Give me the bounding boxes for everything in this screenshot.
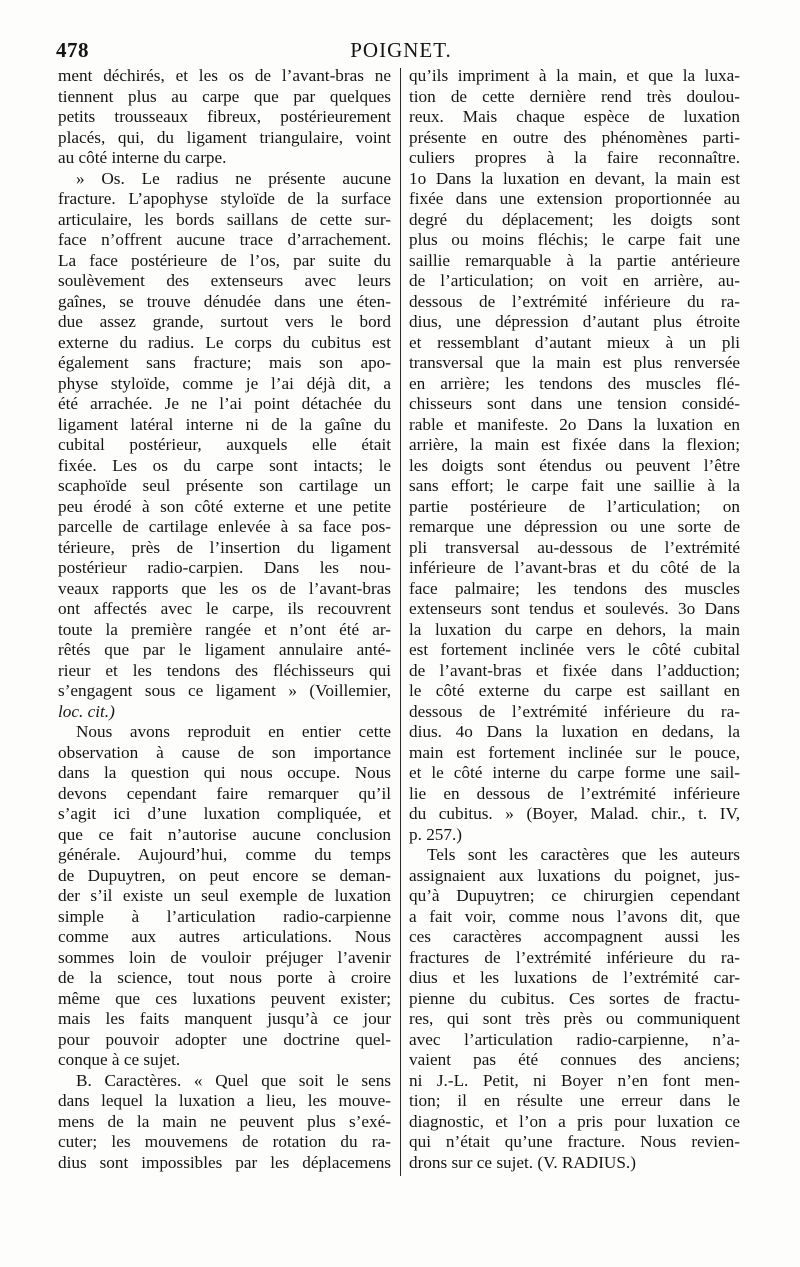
text-line: de l’avant-bras et fixée dans l’adduction; bbox=[409, 660, 740, 680]
text-line: pienne du cubitus. Ces sortes de fractu- bbox=[409, 988, 740, 1008]
text-line: été arrachée. Je ne l’ai point détachée du bbox=[58, 394, 391, 413]
text-line: fractures de l’extrémité inférieure du ra- bbox=[409, 947, 740, 967]
text-line: fixée dans une extension proportionnée au bbox=[409, 189, 740, 208]
text-line: saillie remarquable à la partie antérieure bbox=[409, 250, 740, 270]
text-line: également sans fracture; mais son apo- bbox=[58, 353, 391, 372]
text-line: face palmaire; les tendons des muscles bbox=[409, 578, 740, 598]
text-line: qu’à Dupuytren; ce chirurgien cependant bbox=[409, 886, 740, 905]
text-line: gaînes, se trouve dénudée dans une éten- bbox=[58, 291, 391, 311]
text-line: le côté externe du carpe est saillant en bbox=[409, 681, 740, 700]
text-line: dans lequel la luxation a lieu, les mouve- bbox=[58, 1091, 391, 1110]
text-line: main est fortement inclinée sur le pouce, bbox=[409, 742, 740, 762]
text-line: s’engagent sous ce ligament » (Voillemier, bbox=[58, 681, 391, 700]
text-line: partie postérieure de l’articulation; on bbox=[409, 496, 740, 516]
text-line: remarque une dépression ou une sorte de bbox=[409, 517, 740, 536]
text-line: simple à l’articulation radio-carpienne bbox=[58, 906, 391, 926]
text-line: extenseurs sont tendus et soulevés. 3o Dans bbox=[409, 599, 740, 618]
text-line: dius et les luxations de l’extrémité car- bbox=[409, 968, 740, 987]
text-line: ni J.-L. Petit, ni Boyer n’en font men- bbox=[409, 1070, 740, 1090]
text-line: mens de la main ne peuvent plus s’exé- bbox=[58, 1111, 391, 1131]
text-line: la luxation du carpe en dehors, la main bbox=[409, 619, 740, 639]
text-line: même que ces luxations peuvent exister; bbox=[58, 988, 391, 1008]
text-line: scaphoïde seul présente son cartilage un bbox=[58, 476, 391, 495]
text-line: de la science, tout nous porte à croire bbox=[58, 968, 391, 987]
text-line: fracture. L’apophyse styloïde de la surface bbox=[58, 189, 391, 208]
column-divider bbox=[400, 68, 401, 1176]
text-line: petits trousseaux fibreux, postérieurement bbox=[58, 107, 391, 126]
text-line: der s’il existe un seul exemple de luxation bbox=[58, 886, 391, 905]
text-line: arrière, la main est fixée dans la flexion; bbox=[409, 435, 740, 454]
text-line: diagnostic, et l’on a pris pour luxation ce bbox=[409, 1111, 740, 1131]
text-line: cuter; les mouvemens de rotation du ra- bbox=[58, 1132, 391, 1151]
text-line: observation à cause de son importance bbox=[58, 742, 391, 762]
text-line: au côté interne du carpe. bbox=[58, 148, 227, 167]
text-line: physe styloïde, comme je l’ai déjà dit, a bbox=[58, 373, 391, 393]
text-line: Tels sont les caractères que les auteurs bbox=[427, 845, 740, 864]
text-line: les doigts sont étendus ou peuvent l’être bbox=[409, 455, 740, 475]
text-line: peu érodé à son côté externe et une petite bbox=[58, 496, 391, 516]
text-line: tiennent plus au carpe que par quelques bbox=[58, 86, 391, 106]
text-line: du cubitus. » (Boyer, Malad. chir., t. IV, bbox=[409, 804, 740, 823]
text-line: térieure, près de l’insertion du ligament bbox=[58, 537, 391, 557]
text-line: drons sur ce sujet. (V. RADIUS.) bbox=[409, 1152, 636, 1172]
text-line: en arrière; les tendons des muscles flé- bbox=[409, 373, 740, 393]
text-line: culiers propres à la faire reconnaître. bbox=[409, 148, 740, 167]
text-line: lie en dessous de l’extrémité inférieure bbox=[409, 783, 740, 803]
text-line: ont affectés avec le carpe, ils recouvrent bbox=[58, 599, 391, 618]
text-line: qui n’était qu’une fracture. Nous revien- bbox=[409, 1132, 740, 1151]
text-line: 1o Dans la luxation en devant, la main est bbox=[409, 168, 740, 188]
text-line: due assez grande, surtout vers le bord bbox=[58, 312, 391, 331]
text-line: conque à ce sujet. bbox=[58, 1050, 181, 1069]
text-line: sommes loin de vouloir préjuger l’avenir bbox=[58, 947, 391, 967]
text-line: dius. 4o Dans la luxation en dedans, la bbox=[409, 722, 740, 741]
page-header bbox=[56, 38, 746, 64]
text-line: cubital postérieur, auxquels elle était bbox=[58, 435, 391, 454]
page-number: 478 bbox=[56, 38, 89, 62]
text-line: rable et manifeste. 2o Dans la luxation en bbox=[409, 414, 740, 434]
text-line: rêtés que par le ligament annulaire anté- bbox=[58, 640, 391, 659]
text-line: soulèvement des extenseurs avec leurs bbox=[58, 271, 391, 290]
text-line: inférieure de l’avant-bras et du côté de la bbox=[409, 558, 740, 577]
text-line: fixée. Les os du carpe sont intacts; le bbox=[58, 455, 391, 475]
running-head: POIGNET. bbox=[350, 38, 452, 62]
text-line: avec l’articulation radio-carpienne, n’a- bbox=[409, 1029, 740, 1049]
text-line: toute la première rangée et n’ont été ar- bbox=[58, 619, 391, 639]
text-line: chisseurs sont dans une tension considé- bbox=[409, 394, 740, 413]
text-line: que ce fait n’autorise aucune conclusion bbox=[58, 824, 391, 844]
text-line: La face postérieure de l’os, par suite du bbox=[58, 250, 391, 270]
text-line: dius sont impossibles par les déplacemens bbox=[58, 1152, 391, 1172]
text-line: p. 257.) bbox=[409, 824, 462, 844]
text-line: et le côté interne du carpe forme une sail- bbox=[409, 763, 740, 782]
text-line: vaient pas été connues des anciens; bbox=[409, 1050, 740, 1069]
right-column bbox=[409, 66, 740, 1173]
text-line: ment déchirés, et les os de l’avant-bras ne bbox=[58, 66, 391, 85]
text-line: de l’articulation; on voit en arrière, au- bbox=[409, 271, 740, 290]
text-line: et ressemblant d’autant mieux à un pli bbox=[409, 332, 740, 352]
text-line: pour pouvoir adopter une doctrine quel- bbox=[58, 1029, 391, 1049]
text-line: externe du radius. Le corps du cubitus est bbox=[58, 332, 391, 352]
text-line: tion; il en résulte une erreur dans le bbox=[409, 1091, 740, 1110]
text-line: degré du déplacement; les doigts sont bbox=[409, 209, 740, 229]
text-line: qu’ils impriment à la main, et que la luxa- bbox=[409, 66, 740, 85]
text-line: res, qui sont très près ou communiquent bbox=[409, 1009, 740, 1028]
text-line: face n’offrent aucune trace d’arrachement. bbox=[58, 230, 391, 249]
text-line: postérieur radio-carpien. Dans les nou- bbox=[58, 558, 391, 577]
text-line: devons cependant faire remarquer qu’il bbox=[58, 783, 391, 803]
text-line: » Os. Le radius ne présente aucune bbox=[76, 168, 391, 188]
text-line: générale. Aujourd’hui, comme du temps bbox=[58, 845, 391, 864]
text-line: présente en outre des phénomènes parti- bbox=[409, 127, 740, 147]
text-line: tion de cette dernière rend très doulou- bbox=[409, 86, 740, 106]
text-line: rieur et les tendons des fléchisseurs qui bbox=[58, 660, 391, 680]
text-line: parcelle de cartilage enlevée à sa face pos- bbox=[58, 517, 391, 536]
text-line: a fait voir, comme nous l’avons dit, que bbox=[409, 906, 740, 926]
text-line: s’agit ici d’une luxation compliquée, et bbox=[58, 804, 391, 823]
text-line: ces caractères accompagnent aussi les bbox=[409, 927, 740, 946]
text-line: reux. Mais chaque espèce de luxation bbox=[409, 107, 740, 126]
text-line: mais les faits manquent jusqu’à ce jour bbox=[58, 1009, 391, 1028]
text-line: dessous de l’extrémité inférieure du ra- bbox=[409, 291, 740, 311]
text-line: sans effort; le carpe fait une saillie à la bbox=[409, 476, 740, 495]
text-line: transversal que la main est plus renversée bbox=[409, 353, 740, 372]
text-line: placés, qui, du ligament triangulaire, voint bbox=[58, 127, 391, 147]
left-column bbox=[58, 66, 391, 1173]
text-line: pli transversal au-dessous de l’extrémité bbox=[409, 537, 740, 557]
text-line: de Dupuytren, on peut encore se deman- bbox=[58, 865, 391, 885]
text-line: assignaient aux luxations du poignet, jus- bbox=[409, 865, 740, 885]
text-line: comme aux autres articulations. Nous bbox=[58, 927, 391, 946]
text-line: Nous avons reproduit en entier cette bbox=[76, 722, 391, 741]
text-line: ligament latéral interne ni de la gaîne du bbox=[58, 414, 391, 434]
text-line: loc. cit.) bbox=[58, 701, 115, 721]
text-line: dius, une dépression d’autant plus étroite bbox=[409, 312, 740, 331]
text-line: dessous de l’extrémité inférieure du ra- bbox=[409, 701, 740, 721]
text-line: est fortement inclinée vers le côté cubital bbox=[409, 640, 740, 659]
text-line: articulaire, les bords saillans de cette sur- bbox=[58, 209, 391, 229]
text-line: plus ou moins fléchis; le carpe fait une bbox=[409, 230, 740, 249]
text-line: veaux rapports que les os de l’avant-bras bbox=[58, 578, 391, 598]
text-line: B. Caractères. « Quel que soit le sens bbox=[76, 1070, 391, 1090]
text-line: dans la question qui nous occupe. Nous bbox=[58, 763, 391, 782]
